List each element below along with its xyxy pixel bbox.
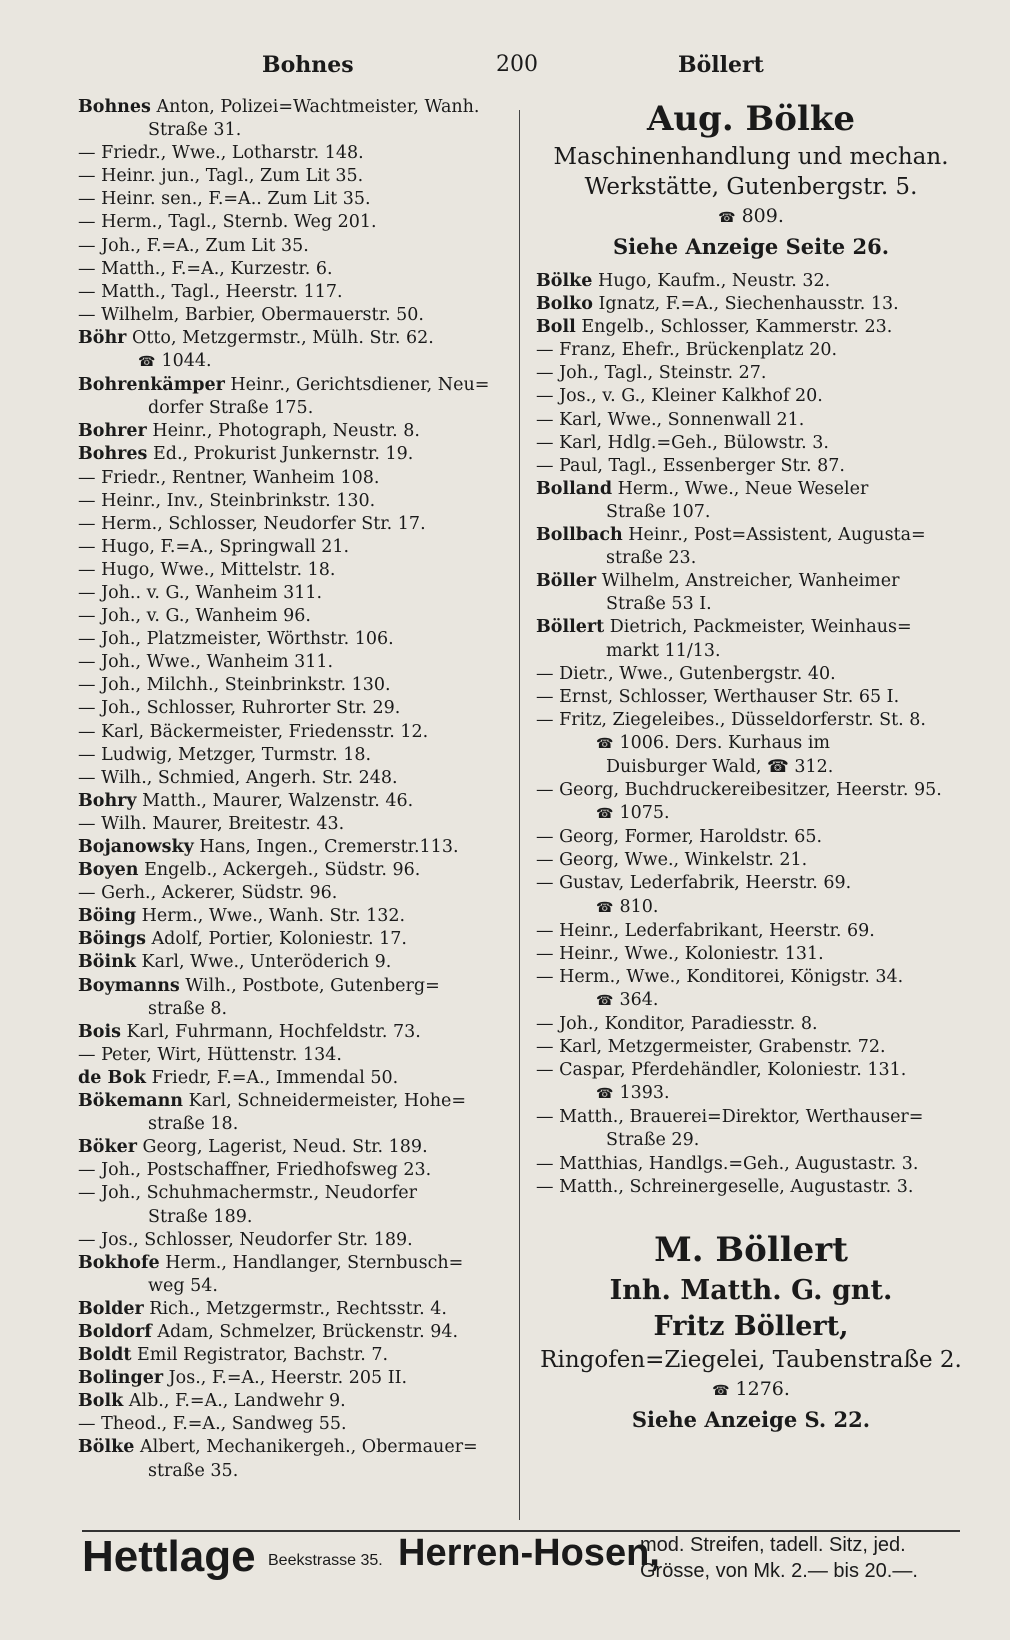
- entry-details: Karl, Wwe., Unteröderich 9.: [141, 952, 392, 973]
- directory-entry: [536, 1106, 966, 1129]
- entry-details: — Ernst, Schlosser, Werthauser Str. 65 I.: [536, 686, 900, 707]
- entry-details: — Heinr., Lederfabrikant, Heerstr. 69.: [536, 920, 875, 941]
- entry-details: — Franz, Ehefr., Brückenplatz 20.: [536, 340, 838, 361]
- entry-details: — Ludwig, Metzger, Turmstr. 18.: [78, 744, 372, 765]
- footer-product: Herren-Hosen,: [398, 1532, 660, 1574]
- directory-entry: [78, 281, 508, 304]
- directory-entry: [78, 859, 508, 882]
- directory-entry: [536, 1153, 966, 1176]
- directory-entry: [78, 1067, 508, 1090]
- entry-details: — Joh., Schlosser, Ruhrorter Str. 29.: [78, 698, 401, 719]
- telephone-entry: ☎ 1075.: [596, 803, 670, 824]
- entry-continuation: straße 35.: [148, 1460, 239, 1481]
- advert-line: Ringofen=Ziegelei, Taubenstraße 2.: [540, 1346, 962, 1373]
- entry-details: — Georg, Buchdruckereibesitzer, Heerstr. 95.: [536, 780, 942, 801]
- right-entries: [536, 270, 966, 1199]
- entry-surname: Bokhofe: [78, 1252, 160, 1273]
- entry-details: Karl, Fuhrmann, Hochfeldstr. 73.: [126, 1021, 421, 1042]
- directory-entry: [78, 1090, 508, 1113]
- telephone-icon: ☎: [138, 354, 156, 371]
- entry-details: Adam, Schmelzer, Brückenstr. 94.: [157, 1321, 459, 1342]
- entry-details: — Karl, Bäckermeister, Friedensstr. 12.: [78, 721, 429, 742]
- entry-details: Alb., F.=A., Landwehr 9.: [128, 1391, 346, 1412]
- telephone-entry: ☎ 1006. Ders. Kurhaus im: [596, 732, 831, 753]
- entry-details: — Wilh., Schmied, Angerh. Str. 248.: [78, 767, 398, 788]
- footer-description: mod. Streifen, tadell. Sitz, jed.: [640, 1534, 906, 1556]
- entry-details: Matth., Maurer, Walzenstr. 46.: [142, 790, 414, 811]
- entry-details: Anton, Polizei=Wachtmeister, Wanh.: [156, 97, 480, 117]
- page-header: [0, 52, 1010, 88]
- directory-entry: [536, 293, 966, 316]
- entry-details: — Herm., Wwe., Konditorei, Königstr. 34.: [536, 966, 904, 987]
- directory-entry: [78, 674, 508, 697]
- entry-surname: Bolinger: [78, 1368, 164, 1389]
- entry-details: Hans, Ingen., Cremerstr.113.: [199, 837, 459, 857]
- entry-details: Georg, Lagerist, Neud. Str. 189.: [142, 1137, 428, 1158]
- entry-surname: Boyen: [78, 860, 139, 881]
- directory-entry: [536, 362, 966, 385]
- entry-surname: Böhr: [78, 327, 127, 348]
- entry-details: — Herm., Tagl., Sternb. Weg 201.: [78, 212, 377, 233]
- directory-entry: [536, 385, 966, 408]
- directory-entry: [78, 1367, 508, 1390]
- entry-surname: Bohrenkämper: [78, 375, 225, 396]
- footer-description: Grösse, von Mk. 2.— bis 20.—.: [640, 1560, 918, 1582]
- directory-entry: [536, 709, 966, 732]
- entry-surname: Bohnes: [78, 97, 151, 117]
- directory-entry: [78, 1436, 508, 1459]
- entry-continuation: straße 8.: [148, 998, 228, 1019]
- entry-continuation: Straße 53 I.: [606, 594, 712, 615]
- entry-details: Adolf, Portier, Koloniestr. 17.: [151, 929, 407, 950]
- telephone-entry: ☎ 1044.: [138, 351, 212, 372]
- directory-entry: [78, 628, 508, 651]
- directory-entry: [536, 1036, 966, 1059]
- directory-entry: [78, 1021, 508, 1044]
- entry-details: — Wilhelm, Barbier, Obermauerstr. 50.: [78, 304, 424, 325]
- directory-entry: [78, 1298, 508, 1321]
- directory-entry: [536, 339, 966, 362]
- entry-details: — Heinr. jun., Tagl., Zum Lit 35.: [78, 166, 364, 187]
- directory-entry: [78, 767, 508, 790]
- entry-surname: de Bok: [78, 1067, 147, 1088]
- directory-entry: [78, 513, 508, 536]
- directory-entry: [536, 270, 966, 293]
- entry-surname: Böker: [78, 1137, 137, 1158]
- entry-details: — Dietr., Wwe., Gutenbergstr. 40.: [536, 663, 836, 684]
- directory-entry: [78, 1252, 508, 1275]
- directory-entry: [536, 1013, 966, 1036]
- directory-entry: [78, 1136, 508, 1159]
- directory-entry: [78, 258, 508, 281]
- entry-surname: Bolland: [536, 478, 613, 499]
- entry-details: — Matth., Schreinergeselle, Augustastr. 3.: [536, 1176, 914, 1197]
- directory-entry: [536, 826, 966, 849]
- entry-surname: Boldt: [78, 1345, 132, 1366]
- column-divider: [519, 110, 520, 1520]
- entry-details: Engelb., Ackergeh., Südstr. 96.: [144, 860, 421, 881]
- telephone-icon: ☎: [718, 210, 736, 226]
- entry-details: Otto, Metzgermstr., Mülh. Str. 62.: [132, 327, 434, 348]
- directory-entry: [78, 813, 508, 836]
- entry-details: Hugo, Kaufm., Neustr. 32.: [597, 271, 831, 291]
- entry-continuation: markt 11/13.: [606, 640, 721, 661]
- entry-details: Jos., F.=A., Heerstr. 205 II.: [168, 1368, 408, 1389]
- entry-surname: Boymanns: [78, 975, 180, 996]
- entry-details: — Joh., Schuhmachermstr., Neudorfer: [78, 1183, 417, 1204]
- directory-entry: [536, 616, 966, 639]
- entry-continuation: Straße 29.: [606, 1130, 700, 1151]
- directory-entry: [78, 1182, 508, 1205]
- directory-entry: [78, 142, 508, 165]
- entry-details: — Heinr., Wwe., Koloniestr. 131.: [536, 943, 824, 964]
- entry-details: — Gerh., Ackerer, Südstr. 96.: [78, 883, 338, 904]
- entry-details: Albert, Mechanikergeh., Obermauer=: [139, 1437, 478, 1458]
- entry-continuation: Straße 189.: [148, 1206, 253, 1227]
- telephone-icon: ☎: [712, 1382, 730, 1399]
- directory-entry: [78, 582, 508, 605]
- telephone-entry: ☎ 810.: [596, 896, 659, 917]
- directory-entry: [78, 905, 508, 928]
- entry-details: — Georg, Former, Haroldstr. 65.: [536, 827, 823, 848]
- directory-entry: [78, 536, 508, 559]
- entry-details: — Joh.. v. G., Wanheim 311.: [78, 582, 323, 603]
- advert-owner-name: Fritz Böllert,: [653, 1310, 849, 1342]
- entry-surname: Bölke: [78, 1437, 135, 1458]
- directory-entry: [78, 165, 508, 188]
- directory-entry: [78, 490, 508, 513]
- entry-details: Herm., Wwe., Neue Weseler: [617, 478, 869, 499]
- entry-details: — Peter, Wirt, Hüttenstr. 134.: [78, 1044, 342, 1065]
- directory-entry: [78, 882, 508, 905]
- entry-surname: Bois: [78, 1021, 121, 1042]
- entry-details: — Joh., Platzmeister, Wörthstr. 106.: [78, 629, 394, 650]
- entry-surname: Bohry: [78, 790, 137, 811]
- entry-details: — Jos., v. G., Kleiner Kalkhof 20.: [536, 386, 823, 407]
- entry-details: — Heinr. sen., F.=A.. Zum Lit 35.: [78, 189, 371, 210]
- entry-details: — Gustav, Lederfabrik, Heerstr. 69.: [536, 873, 852, 894]
- telephone-icon: ☎: [596, 992, 614, 1009]
- entry-details: — Jos., Schlosser, Neudorfer Str. 189.: [78, 1229, 413, 1250]
- directory-entry: [536, 663, 966, 686]
- entry-details: — Friedr., Rentner, Wanheim 108.: [78, 467, 380, 488]
- entry-surname: Boll: [536, 317, 576, 338]
- entry-surname: Bölke: [536, 271, 593, 291]
- entry-details: — Matth., Brauerei=Direktor, Werthauser=: [536, 1107, 924, 1128]
- telephone-entry: ☎ 364.: [596, 989, 659, 1010]
- entry-details: — Karl, Wwe., Sonnenwall 21.: [536, 409, 805, 430]
- advert-owner: Inh. Matth. G. gnt.: [609, 1274, 893, 1306]
- entry-details: Herm., Wwe., Wanh. Str. 132.: [141, 906, 406, 927]
- directory-entry: [78, 420, 508, 443]
- entry-surname: Bojanowsky: [78, 837, 194, 857]
- directory-entry: [78, 1321, 508, 1344]
- directory-entry: [78, 467, 508, 490]
- directory-entry: [78, 790, 508, 813]
- entry-surname: Bökemann: [78, 1091, 184, 1112]
- entry-continuation: weg 54.: [148, 1275, 218, 1296]
- entry-details: Ed., Prokurist Junkernstr. 19.: [152, 444, 414, 465]
- entry-details: — Joh., Milchh., Steinbrinkstr. 130.: [78, 675, 391, 696]
- telephone-icon: ☎: [596, 806, 614, 823]
- directory-entry: [78, 1159, 508, 1182]
- entry-details: — Hugo, F.=A., Springwall 21.: [78, 536, 350, 557]
- entry-details: — Matthias, Handlgs.=Geh., Augustastr. 3.: [536, 1153, 919, 1174]
- directory-entry: [536, 432, 966, 455]
- directory-entry: [536, 570, 966, 593]
- entry-details: — Karl, Metzgermeister, Grabenstr. 72.: [536, 1037, 886, 1058]
- entry-surname: Bohrer: [78, 421, 147, 442]
- directory-entry: [536, 1059, 966, 1082]
- entry-details: — Joh., F.=A., Zum Lit 35.: [78, 235, 309, 256]
- header-right-word: Böllert: [678, 52, 764, 78]
- entry-surname: Böllert: [536, 617, 605, 638]
- right-column: [536, 96, 966, 1435]
- entry-surname: Böings: [78, 929, 146, 950]
- entry-surname: Bohres: [78, 444, 148, 465]
- footer-brand: Hettlage: [82, 1532, 256, 1581]
- entry-details: — Theod., F.=A., Sandweg 55.: [78, 1414, 347, 1435]
- advert-m-boellert: [536, 1227, 966, 1435]
- advert-line: Maschinenhandlung und mechan.: [553, 144, 949, 170]
- directory-entry: [536, 872, 966, 895]
- entry-details: Rich., Metzgermstr., Rechtsstr. 4.: [149, 1298, 447, 1319]
- entry-continuation: Straße 107.: [606, 501, 711, 522]
- header-left-word: Bohnes: [262, 52, 354, 78]
- telephone-entry: ☎ 1393.: [596, 1083, 670, 1104]
- entry-details: Engelb., Schlosser, Kammerstr. 23.: [581, 317, 893, 338]
- directory-entry: [78, 744, 508, 767]
- directory-entry: [536, 524, 966, 547]
- directory-entry: [78, 1229, 508, 1252]
- entry-continuation: straße 18.: [148, 1114, 239, 1135]
- entry-surname: Böing: [78, 906, 137, 927]
- directory-entry: [78, 928, 508, 951]
- directory-entry: [78, 559, 508, 582]
- entry-continuation: dorfer Straße 175.: [148, 398, 314, 419]
- directory-entry: [78, 235, 508, 258]
- directory-entry: [536, 686, 966, 709]
- entry-surname: Böink: [78, 952, 136, 973]
- directory-entry: [78, 651, 508, 674]
- directory-entry: [78, 96, 508, 119]
- telephone-icon: ☎: [596, 899, 614, 916]
- directory-entry: [78, 443, 508, 466]
- entry-details: — Friedr., Wwe., Lotharstr. 148.: [78, 143, 364, 164]
- entry-surname: Bolder: [78, 1298, 144, 1319]
- entry-surname: Boldorf: [78, 1321, 152, 1342]
- directory-entry: [536, 966, 966, 989]
- advert-line: Werkstätte, Gutenbergstr. 5.: [584, 174, 918, 200]
- entry-details: Heinr., Post=Assistent, Augusta=: [628, 525, 926, 546]
- entry-details: — Joh., Postschaffner, Friedhofsweg 23.: [78, 1160, 432, 1181]
- advert-reference: Siehe Anzeige S. 22.: [631, 1406, 871, 1432]
- advert-aug-boelke: [536, 96, 966, 262]
- entry-details: Dietrich, Packmeister, Weinhaus=: [609, 617, 912, 638]
- directory-entry: [78, 374, 508, 397]
- directory-entry: [78, 697, 508, 720]
- advert-telephone: ☎ 809.: [718, 205, 784, 227]
- entry-details: Friedr, F.=A., Immendal 50.: [151, 1067, 399, 1088]
- directory-entry: [536, 1176, 966, 1199]
- entry-details: Emil Registrator, Bachstr. 7.: [137, 1345, 389, 1366]
- directory-entry: [78, 836, 508, 859]
- left-column: [78, 96, 508, 1483]
- entry-surname: Bollbach: [536, 525, 623, 546]
- entry-continuation: straße 23.: [606, 548, 697, 569]
- entry-details: — Fritz, Ziegeleibes., Düsseldorferstr. St. 8.: [536, 709, 926, 730]
- directory-entry: [536, 478, 966, 501]
- telephone-icon: ☎: [596, 735, 614, 752]
- entry-details: Heinr., Photograph, Neustr. 8.: [152, 421, 420, 442]
- advert-reference: Siehe Anzeige Seite 26.: [612, 234, 890, 259]
- entry-details: Heinr., Gerichtsdiener, Neu=: [230, 375, 490, 396]
- entry-details: — Matth., F.=A., Kurzestr. 6.: [78, 258, 333, 279]
- entry-details: — Joh., v. G., Wanheim 96.: [78, 606, 311, 627]
- directory-entry: [536, 455, 966, 478]
- advert-title: M. Böllert: [654, 1229, 848, 1270]
- entry-details: — Paul, Tagl., Essenberger Str. 87.: [536, 455, 845, 476]
- directory-entry: [536, 920, 966, 943]
- entry-continuation: Straße 31.: [148, 120, 242, 141]
- entry-details: — Matth., Tagl., Heerstr. 117.: [78, 281, 343, 302]
- entry-details: Herm., Handlanger, Sternbusch=: [165, 1252, 464, 1273]
- directory-entry: [536, 849, 966, 872]
- directory-entry: [78, 188, 508, 211]
- entry-surname: Böller: [536, 571, 597, 592]
- entry-details: — Hugo, Wwe., Mittelstr. 18.: [78, 559, 336, 580]
- entry-details: — Karl, Hdlg.=Geh., Bülowstr. 3.: [536, 432, 829, 453]
- entry-details: Wilhelm, Anstreicher, Wanheimer: [601, 571, 900, 592]
- footer-street: Beekstrasse 35.: [268, 1552, 383, 1569]
- directory-entry: [78, 605, 508, 628]
- directory-entry: [78, 1344, 508, 1367]
- directory-entry: [536, 409, 966, 432]
- directory-entry: [78, 211, 508, 234]
- advert-telephone: ☎ 1276.: [712, 1377, 790, 1400]
- entry-details: Wilh., Postbote, Gutenberg=: [185, 975, 440, 996]
- entry-details: — Joh., Konditor, Paradiesstr. 8.: [536, 1014, 818, 1034]
- entry-surname: Bolko: [536, 294, 593, 315]
- directory-entry: [78, 721, 508, 744]
- directory-entry: [536, 779, 966, 802]
- telephone-icon: ☎: [596, 1086, 614, 1103]
- entry-details: — Caspar, Pferdehändler, Koloniestr. 131.: [536, 1060, 907, 1081]
- directory-entry: [78, 1390, 508, 1413]
- directory-entry: [78, 327, 508, 350]
- directory-entry: [78, 975, 508, 998]
- directory-entry: [536, 943, 966, 966]
- entry-continuation: Duisburger Wald, ☎ 312.: [606, 756, 834, 777]
- entry-details: — Georg, Wwe., Winkelstr. 21.: [536, 850, 808, 871]
- entry-details: — Heinr., Inv., Steinbrinkstr. 130.: [78, 490, 376, 511]
- entry-details: — Wilh. Maurer, Breitestr. 43.: [78, 813, 345, 834]
- entry-details: — Joh., Tagl., Steinstr. 27.: [536, 363, 767, 384]
- entry-details: Ignatz, F.=A., Siechenhausstr. 13.: [598, 294, 899, 315]
- footer-advert: [82, 1532, 962, 1588]
- directory-entry: [78, 951, 508, 974]
- directory-entry: [78, 1044, 508, 1067]
- directory-entry: [78, 304, 508, 327]
- directory-entry: [536, 316, 966, 339]
- entry-details: — Joh., Wwe., Wanheim 311.: [78, 652, 334, 673]
- entry-surname: Bolk: [78, 1391, 124, 1412]
- page-number: 200: [496, 52, 538, 77]
- entry-details: — Herm., Schlosser, Neudorfer Str. 17.: [78, 513, 426, 534]
- advert-title: Aug. Bölke: [646, 99, 856, 139]
- directory-entry: [78, 1413, 508, 1436]
- entry-details: Karl, Schneidermeister, Hohe=: [188, 1091, 466, 1112]
